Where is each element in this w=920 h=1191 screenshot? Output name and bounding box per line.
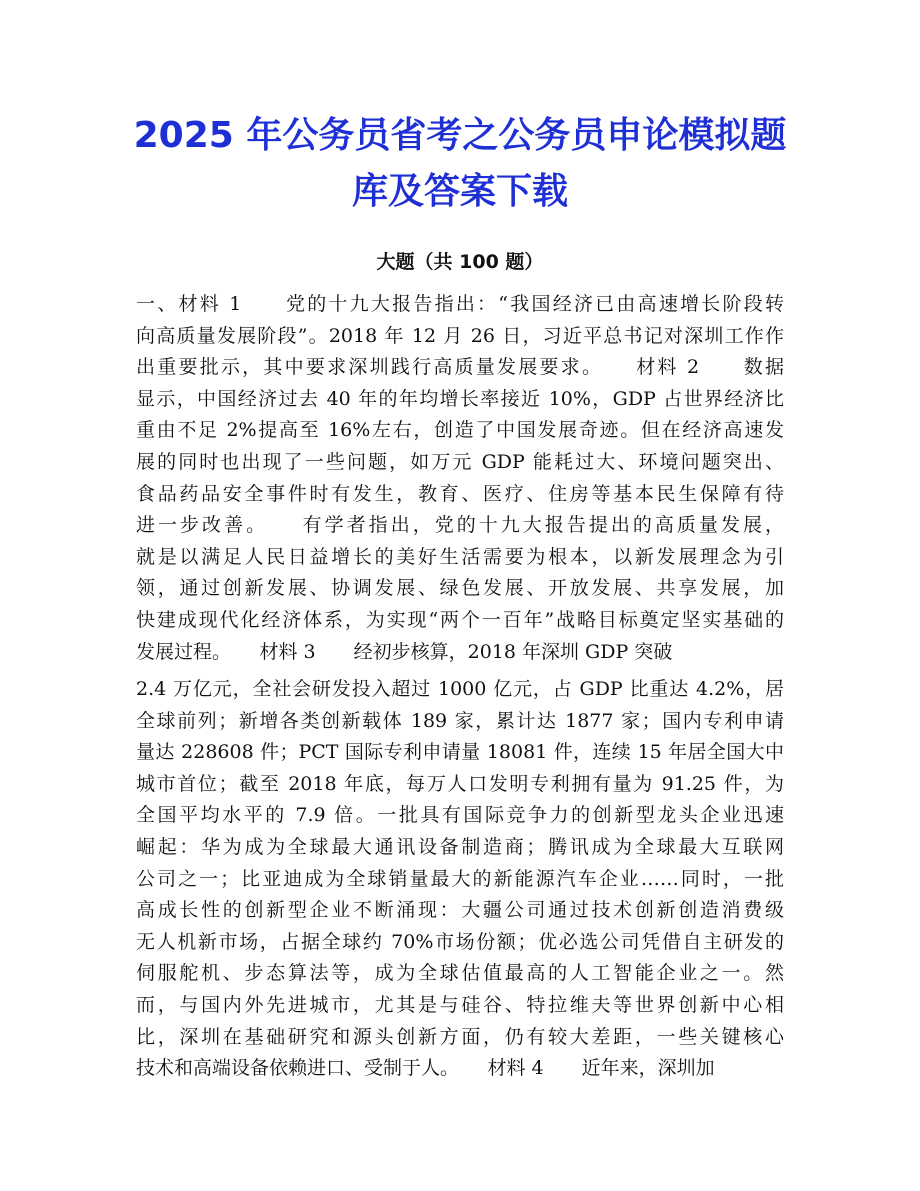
title-line-1: 2025 年公务员省考之公务员申论模拟题 xyxy=(133,115,787,156)
text-line: 发展过程。 材料 3 经初步核算，2018 年深圳 GDP 突破 xyxy=(136,640,673,663)
text-line: 快建成现代化经济体系，为实现“两个一百年”战略目标奠定坚实基础的 xyxy=(136,608,784,631)
text-line: 进一步改善。 有学者指出，党的十九大报告提出的高质量发展， xyxy=(136,514,784,537)
text-line: 高成长性的创新型企业不断涌现：大疆公司通过技术创新创造消费级 xyxy=(136,899,784,922)
text-line: 量达 228608 件；PCT 国际专利申请量 18081 件，连续 15 年居全国大中 xyxy=(136,741,784,764)
text-line: 而，与国内外先进城市，尤其是与硅谷、特拉维夫等世界创新中心相 xyxy=(136,993,784,1016)
text-line: 显示，中国经济过去 40 年的年均增长率接近 10%，GDP 占世界经济比 xyxy=(136,387,784,410)
text-line: 就是以满足人民日益增长的美好生活需要为根本，以新发展理念为引 xyxy=(136,545,784,568)
text-line: 全国平均水平的 7.9 倍。一批具有国际竞争力的创新型龙头企业迅速 xyxy=(136,804,784,827)
text-line: 出重要批示，其中要求深圳践行高质量发展要求。 材料 2 数据 xyxy=(136,356,784,379)
question-paragraph-1 xyxy=(136,289,784,668)
text-line: 崛起：华为成为全球最大通讯设备制造商；腾讯成为全球最大互联网 xyxy=(136,835,784,858)
text-line: 食品药品安全事件时有发生，教育、医疗、住房等基本民生保障有待 xyxy=(136,482,784,505)
text-line: 技术和高端设备依赖进口、受制于人。 材料 4 近年来，深圳加 xyxy=(136,1057,715,1080)
text-line: 向高质量发展阶段”。2018 年 12 月 26 日，习近平总书记对深圳工作作 xyxy=(136,324,784,347)
document-title xyxy=(120,108,800,220)
text-line: 公司之一；比亚迪成为全球销量最大的新能源汽车企业……同时，一批 xyxy=(136,867,784,890)
question-paragraph-2 xyxy=(136,674,784,1085)
title-line-2: 库及答案下载 xyxy=(351,171,568,212)
text-line: 一、材料 1 党的十九大报告指出：“我国经济已由高速增长阶段转 xyxy=(136,293,784,315)
text-line: 展的同时也出现了一些问题，如万元 GDP 能耗过大、环境问题突出、 xyxy=(136,450,784,473)
text-line: 领，通过创新发展、协调发展、绿色发展、开放发展、共享发展，加 xyxy=(136,577,784,600)
text-line: 无人机新市场，占据全球约 70%市场份额；优必选公司凭借自主研发的 xyxy=(136,930,784,953)
text-line: 比，深圳在基础研究和源头创新方面，仍有较大差距，一些关键核心 xyxy=(136,1025,784,1048)
text-line: 2.4 万亿元，全社会研发投入超过 1000 亿元，占 GDP 比重达 4.2%，居 xyxy=(136,678,784,700)
section-heading: 大题（共 100 题） xyxy=(376,251,544,273)
text-line: 伺服舵机、步态算法等，成为全球估值最高的人工智能企业之一。然 xyxy=(136,962,784,985)
text-line: 全球前列；新增各类创新载体 189 家，累计达 1877 家；国内专利申请 xyxy=(136,709,784,732)
text-line: 重由不足 2%提高至 16%左右，创造了中国发展奇迹。但在经济高速发 xyxy=(136,419,784,442)
text-line: 城市首位；截至 2018 年底，每万人口发明专利拥有量为 91.25 件，为 xyxy=(136,772,784,795)
